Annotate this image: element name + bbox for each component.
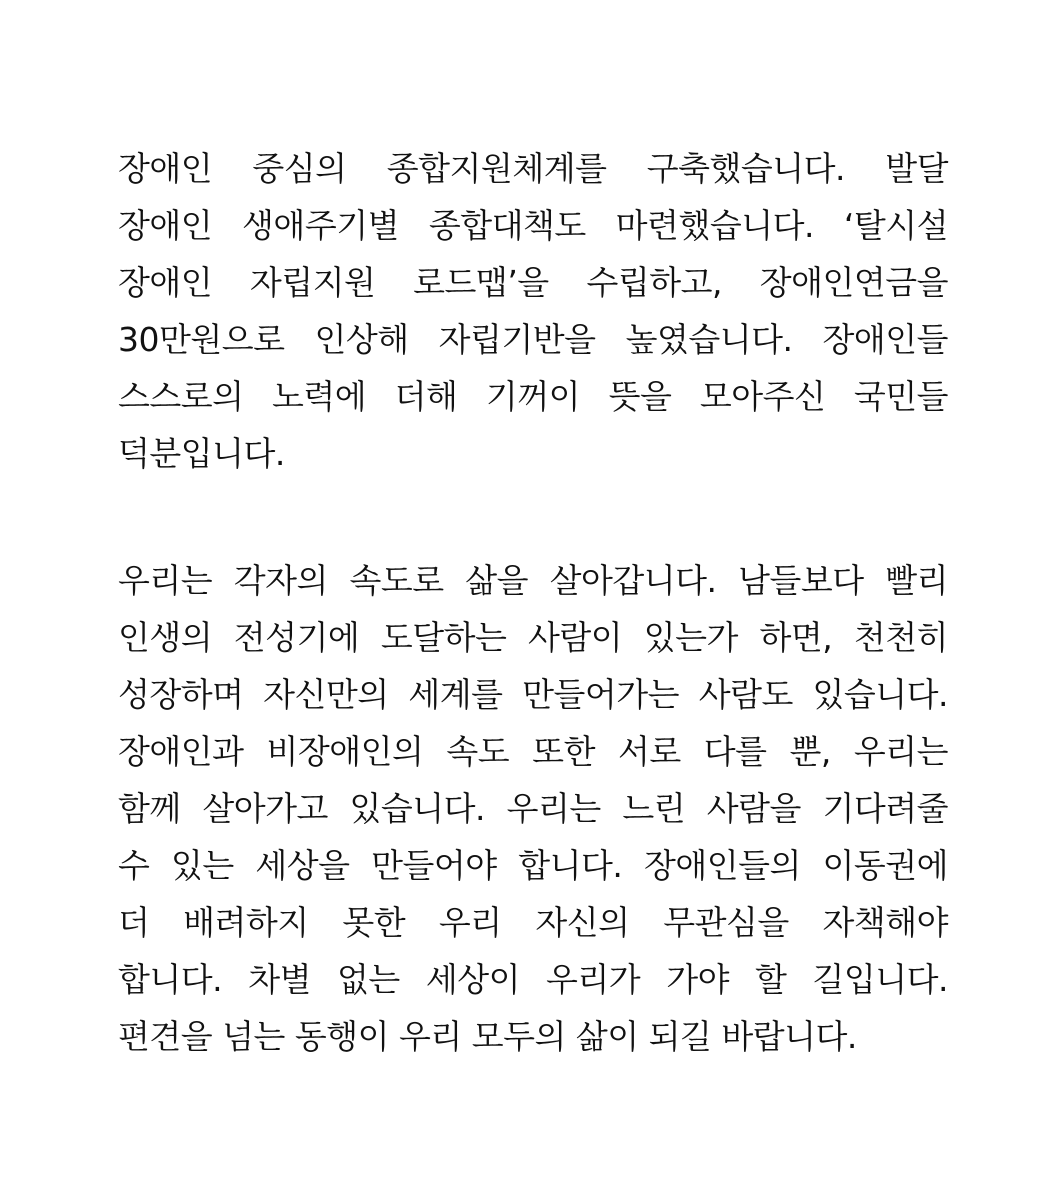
paragraph-line: 덕분입니다. xyxy=(118,434,285,473)
paragraph-line: 장애인 중심의 종합지원체계를 구축했습니다. 발달 xyxy=(118,149,948,188)
paragraph-line: 장애인 자립지원 로드맵’을 수립하고, 장애인연금을 xyxy=(118,263,948,302)
paragraph-line: 우리는 각자의 속도로 삶을 살아갑니다. 남들보다 빨리 xyxy=(118,561,948,600)
paragraph-2 xyxy=(118,552,948,1065)
paragraph-line: 장애인과 비장애인의 속도 또한 서로 다를 뿐, 우리는 xyxy=(118,732,948,771)
paragraph-line: 함께 살아가고 있습니다. 우리는 느린 사람을 기다려줄 xyxy=(118,789,948,828)
paragraph-line: 장애인 생애주기별 종합대책도 마련했습니다. ‘탈시설 xyxy=(118,206,948,245)
paragraph-line: 스스로의 노력에 더해 기꺼이 뜻을 모아주신 국민들 xyxy=(118,377,948,416)
paragraph-line: 편견을 넘는 동행이 우리 모두의 삶이 되길 바랍니다. xyxy=(118,1017,857,1056)
paragraph-line: 인생의 전성기에 도달하는 사람이 있는가 하면, 천천히 xyxy=(118,618,948,657)
paragraph-line: 성장하며 자신만의 세계를 만들어가는 사람도 있습니다. xyxy=(118,675,948,714)
paragraph-line: 30만원으로 인상해 자립기반을 높였습니다. 장애인들 xyxy=(118,320,948,359)
paragraph-1 xyxy=(118,140,948,482)
paragraph-line: 수 있는 세상을 만들어야 합니다. 장애인들의 이동권에 xyxy=(118,846,948,885)
paragraph-line: 합니다. 차별 없는 세상이 우리가 가야 할 길입니다. xyxy=(118,960,948,999)
paragraph-line: 더 배려하지 못한 우리 자신의 무관심을 자책해야 xyxy=(118,903,948,942)
